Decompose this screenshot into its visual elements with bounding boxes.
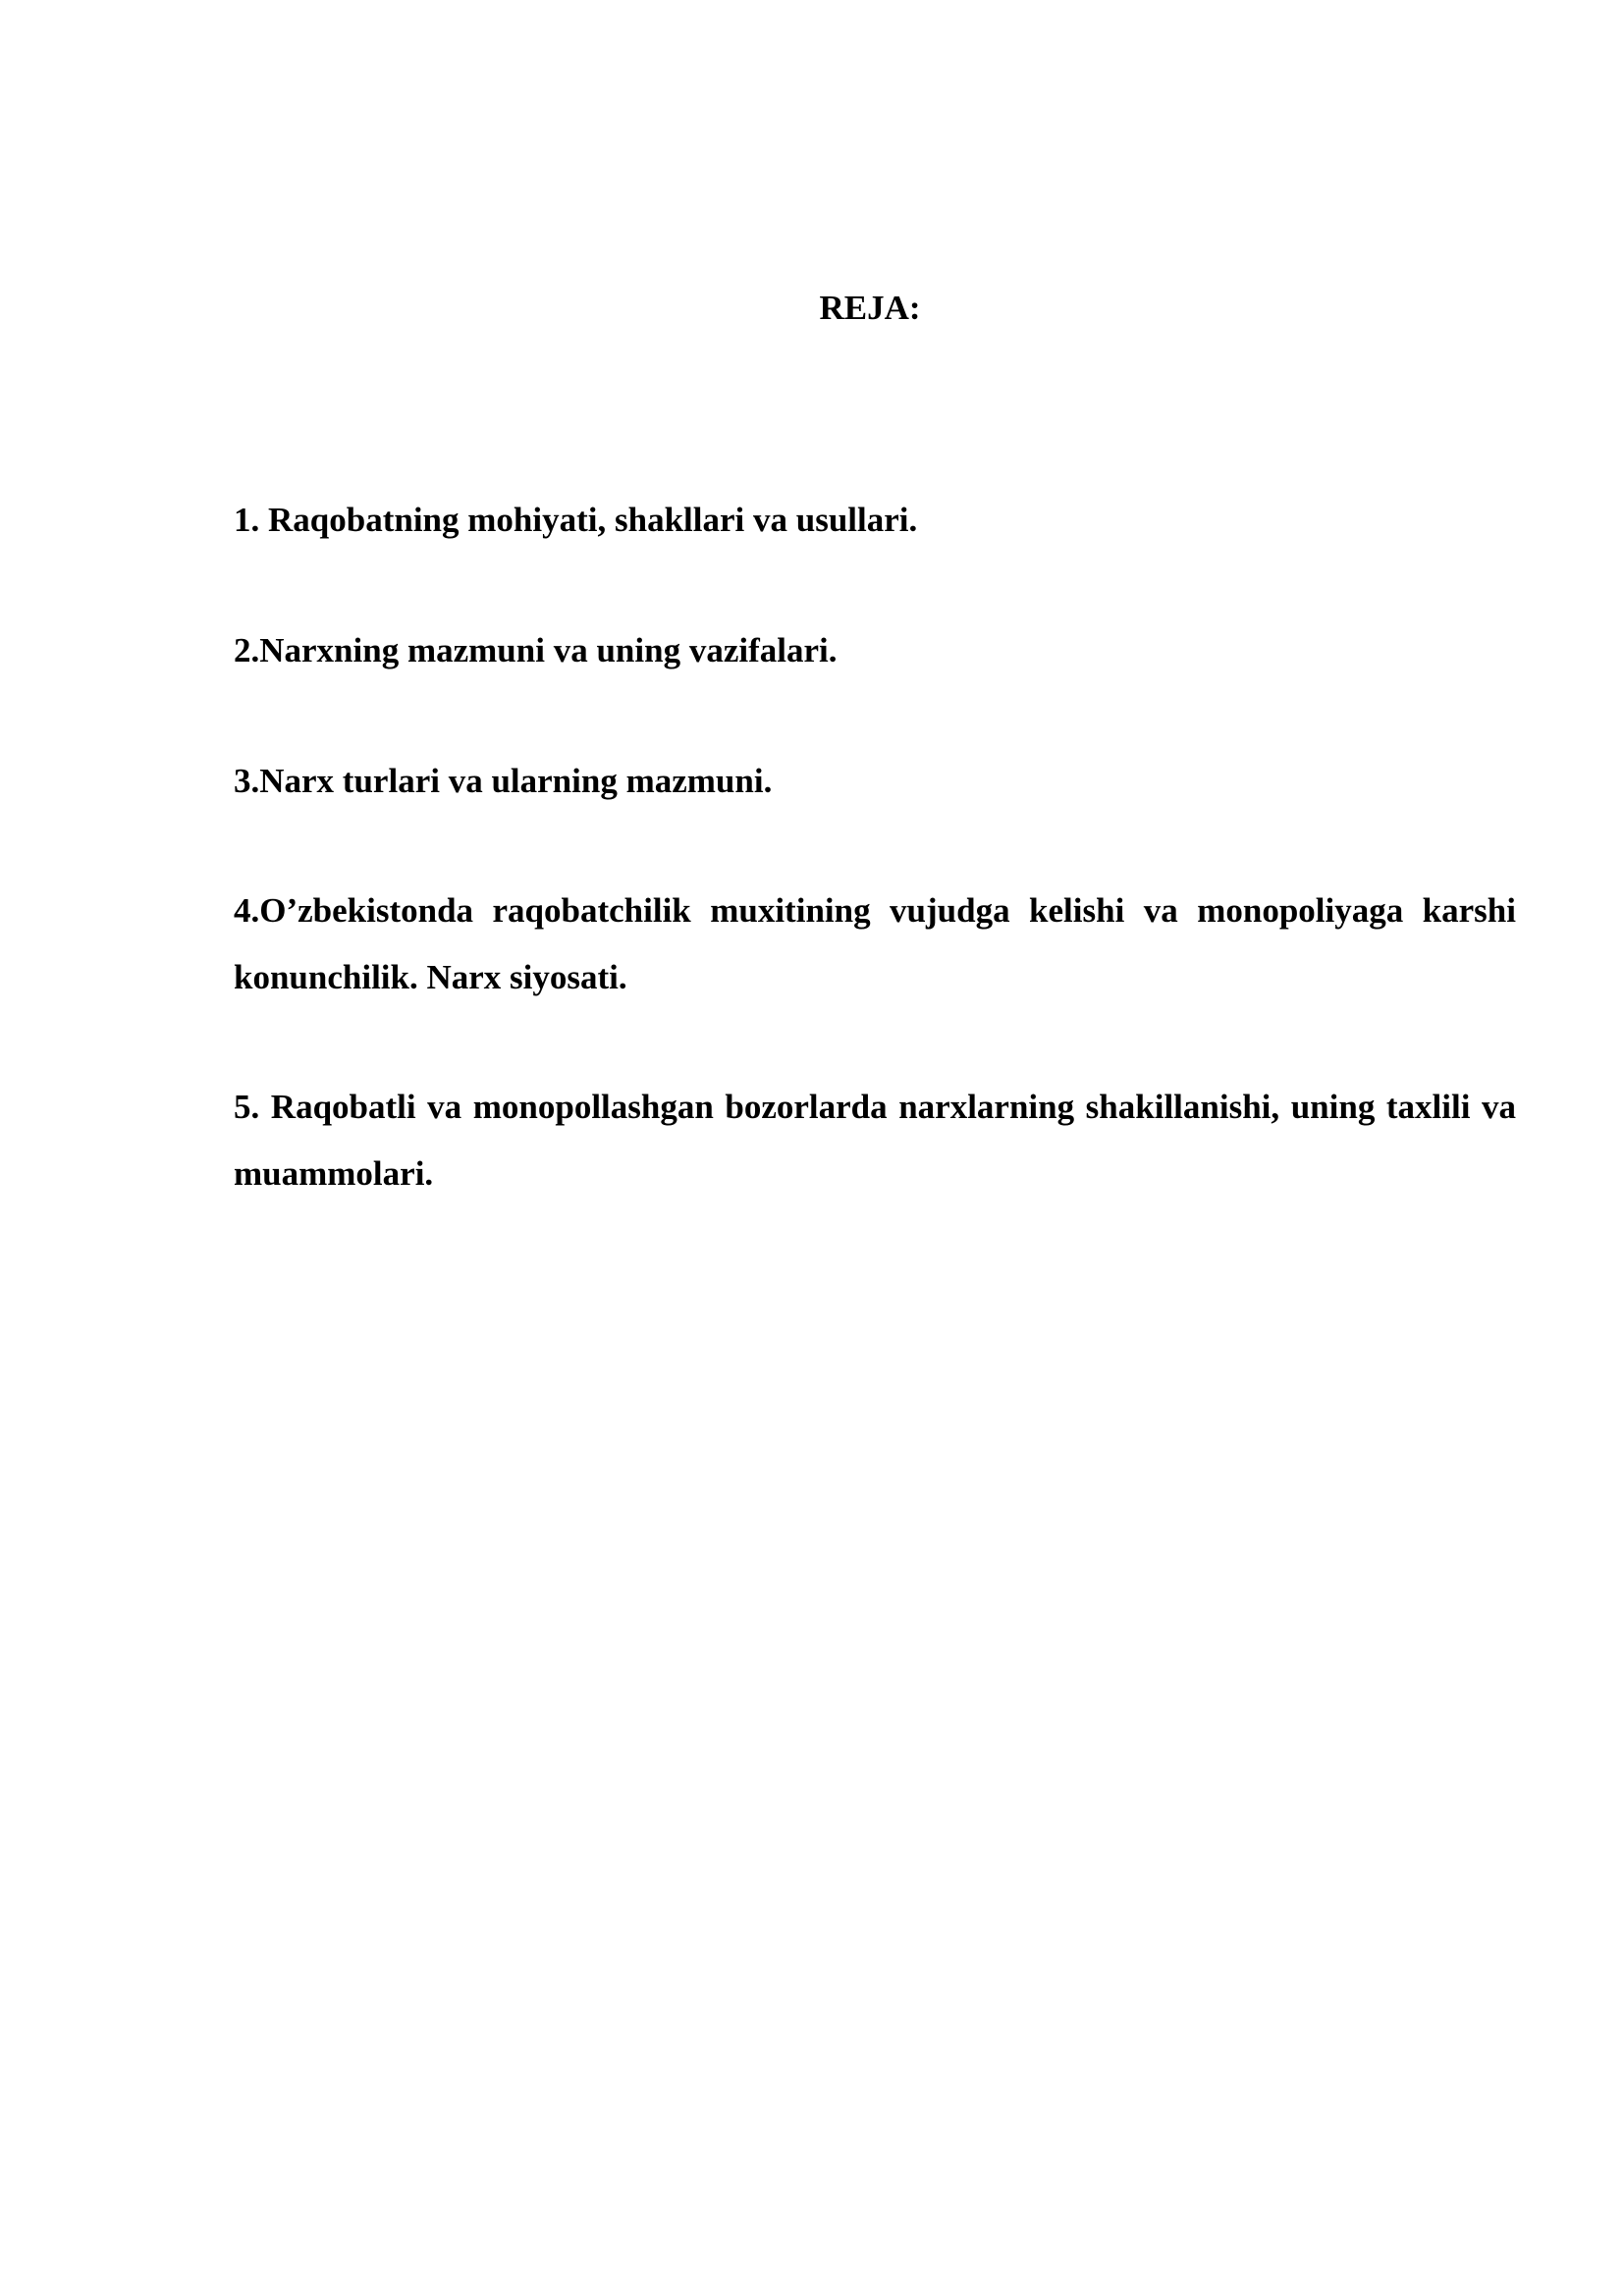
- plan-item-2: 2.Narxning mazmuni va uning vazifalari.: [234, 631, 838, 669]
- plan-item-1: 1. Raqobatning mohiyati, shakllari va usullari.: [234, 501, 918, 539]
- plan-item-5: 5. Raqobatli va monopollashgan bozorlarda narxlarning shakillanishi, uning taxlili va muammolari.: [234, 1088, 1516, 1193]
- page-title: REJA:: [819, 289, 921, 327]
- plan-item-4: 4.O’zbekistonda raqobatchilik muxitining vujudga kelishi va monopoliyaga karshi konunchilik. Narx siyosati.: [234, 891, 1516, 996]
- plan-list: [234, 487, 1516, 1271]
- plan-item-3: 3.Narx turlari va ularning mazmuni.: [234, 762, 773, 800]
